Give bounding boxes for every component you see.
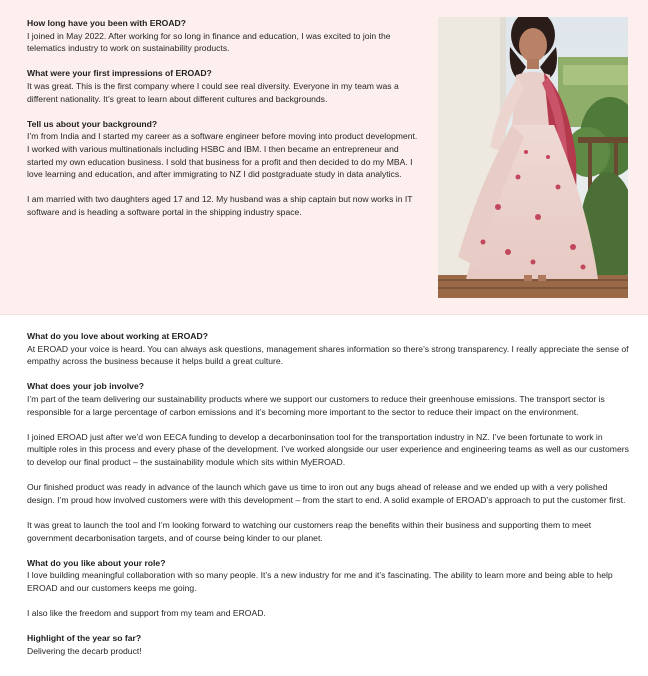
answer-paragraph: I love building meaningful collaboration with so many people. It’s a new industry for me and it’s fascinating. The ability to learn more and being able to help EROAD and our customers keeps me going. (27, 570, 613, 593)
answer-paragraph: I also like the freedom and support from my team and EROAD. (27, 608, 266, 619)
question-heading: What do you like about your role? (27, 557, 166, 568)
answer-paragraph: Delivering the decarb product! (27, 645, 142, 656)
question-heading: What were your first impressions of EROAD? (27, 68, 212, 79)
intro-text (27, 17, 422, 219)
answer-paragraph: I joined in May 2022. After working for so long in finance and education, I was excited to join the telematics industry to work on sustainability products. (27, 30, 391, 54)
answer-paragraph: I joined EROAD just after we’d won EECA funding to develop a decarboninsation tool for the transportation industry in NZ. I’ve been fortunate to work in multiple roles in this process and every phase of the development. I’ve worked alongside our user experience and engineering teams as well as our customers to develop our final product – the sustainability module which sits within MyEROAD. (27, 431, 629, 467)
question-heading: How long have you been with EROAD? (27, 18, 186, 28)
question-heading: What does your job involve? (27, 381, 144, 392)
answer-paragraph: At EROAD your voice is heard. You can always ask questions, management shares information so there’s strong transparency. I really appreciate the sense of empathy across the business because it helps build a great culture. (27, 343, 629, 367)
answer-paragraph: It was great to launch the tool and I’m looking forward to watching our customers reap the benefits within their business and supporting them to meet government decarbonisation targets, and of course being kinder to our planet. (27, 519, 592, 543)
question-heading: Tell us about your background? (27, 118, 158, 129)
question-heading: What do you love about working at EROAD? (27, 331, 208, 341)
answer-paragraph: I’m part of the team delivering our sustainability products where we support our customers to reduce their greenhouse emissions. The transport sector is responsible for a large percentage of carbon emissions and it’s becoming more important to the sector to reduce their impact on the environment. (27, 393, 605, 417)
profile-photo (438, 17, 628, 298)
intro-panel (0, 0, 648, 315)
question-heading: Highlight of the year so far? (27, 633, 142, 644)
answer-paragraph: Our finished product was ready in advance of the launch which gave us time to iron out any bugs ahead of release and we ended up with a very polished design. I’m proud how involved customers were with this development – from the start to end. A solid example of EROAD’s approach to put the customer first. (27, 482, 626, 505)
profile-photo-illustration (438, 17, 628, 298)
answer-paragraph: It was great. This is the first company where I could see real diversity. Everyone in my team was a different nationality. It’s great to learn about different cultures and backgrounds. (27, 80, 399, 104)
answer-paragraph: I’m from India and I started my career as a software engineer before moving into product development. I worked with various multinationals including HSBC and IBM. I then became an entrepreneur and started my own education business. I sold that business for a profit and then decided to do my MBA. I love learning and education, and after immigrating to NZ I did postgraduate study in data analytics. (27, 131, 418, 180)
answer-paragraph: I am married with two daughters aged 17 and 12. My husband was a ship captain but now works in IT software and is heading a software portal in the shipping industry space. (27, 194, 413, 217)
main-text (27, 330, 632, 657)
